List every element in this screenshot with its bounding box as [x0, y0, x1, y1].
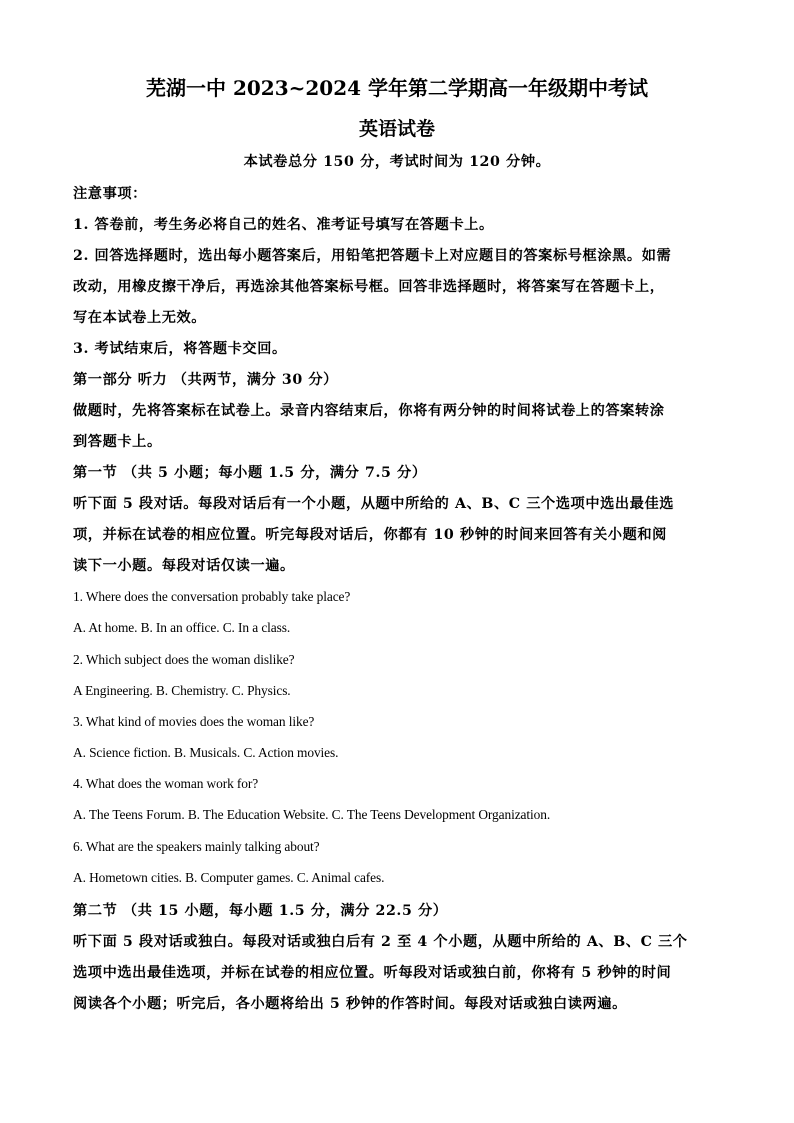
- question-text: 4. What does the woman work for?: [73, 776, 259, 791]
- exam-subject: 英语试卷: [358, 118, 435, 140]
- note-item-2-line-1: 2. 回答选择题时，选出每小题答案后，用铅笔把答题卡上对应题目的答案标号框涂黑。如需: [73, 248, 672, 264]
- note-item-1: 1. 答卷前，考生务必将自己的姓名、准考证号填写在答题卡上。: [73, 217, 494, 233]
- question-options: A. Hometown cities. B. Computer games. C. Animal cafes.: [73, 870, 385, 885]
- section1-instruction-line-2: 项，并标在试卷的相应位置。听完每段对话后，你都有 10 秒钟的时间来回答有关小题和阅: [73, 527, 667, 543]
- question-text: 6. What are the speakers mainly talking about?: [73, 839, 320, 854]
- notes-heading: 注意事项：: [73, 186, 147, 202]
- section2-instruction-line-3: 阅读各个小题；听完后，各小题将给出 5 秒钟的作答时间。每段对话或独白读两遍。: [73, 996, 627, 1012]
- part1-heading: 第一部分 听力 （共两节，满分 30 分）: [73, 372, 338, 388]
- question-options: A. Science fiction. B. Musicals. C. Action movies.: [73, 745, 339, 760]
- section2-instruction-line-1: 听下面 5 段对话或独白。每段对话或独白后有 2 至 4 个小题，从题中所给的 A、B、C 三个: [73, 934, 688, 950]
- note-item-2-line-3: 写在本试卷上无效。: [73, 310, 207, 326]
- exam-meta: 本试卷总分 150 分，考试时间为 120 分钟。: [243, 154, 551, 170]
- question-text: 1. Where does the conversation probably take place?: [73, 589, 351, 604]
- section2-heading: 第二节 （共 15 小题，每小题 1.5 分，满分 22.5 分）: [73, 903, 448, 919]
- question-options: A Engineering. B. Chemistry. C. Physics.: [73, 683, 291, 698]
- note-item-2-line-2: 改动，用橡皮擦干净后，再选涂其他答案标号框。回答非选择题时，将答案写在答题卡上，: [73, 279, 665, 295]
- section1-instruction-line-3: 读下一小题。每段对话仅读一遍。: [73, 558, 295, 574]
- part1-instruction-line-2: 到答题卡上。: [73, 434, 162, 450]
- question-text: 2. Which subject does the woman dislike?: [73, 652, 295, 667]
- question-options: A. At home. B. In an office. C. In a class.: [73, 620, 291, 635]
- note-item-3: 3. 考试结束后，将答题卡交回。: [73, 341, 287, 357]
- part1-instruction-line-1: 做题时，先将答案标在试卷上。录音内容结束后，你将有两分钟的时间将试卷上的答案转涂: [73, 403, 665, 419]
- section2-instruction-line-2: 选项中选出最佳选项，并标在试卷的相应位置。听每段对话或独白前，你将有 5 秒钟的时间: [73, 965, 672, 981]
- question-options: A. The Teens Forum. B. The Education Website. C. The Teens Development Organization.: [73, 807, 551, 822]
- section1-heading: 第一节 （共 5 小题；每小题 1.5 分，满分 7.5 分）: [73, 465, 427, 481]
- question-text: 3. What kind of movies does the woman like?: [73, 714, 315, 729]
- section1-instruction-line-1: 听下面 5 段对话。每段对话后有一个小题，从题中所给的 A、B、C 三个选项中选出最佳选: [73, 496, 675, 512]
- exam-title: 芜湖一中 2023~2024 学年第二学期高一年级期中考试: [145, 76, 648, 100]
